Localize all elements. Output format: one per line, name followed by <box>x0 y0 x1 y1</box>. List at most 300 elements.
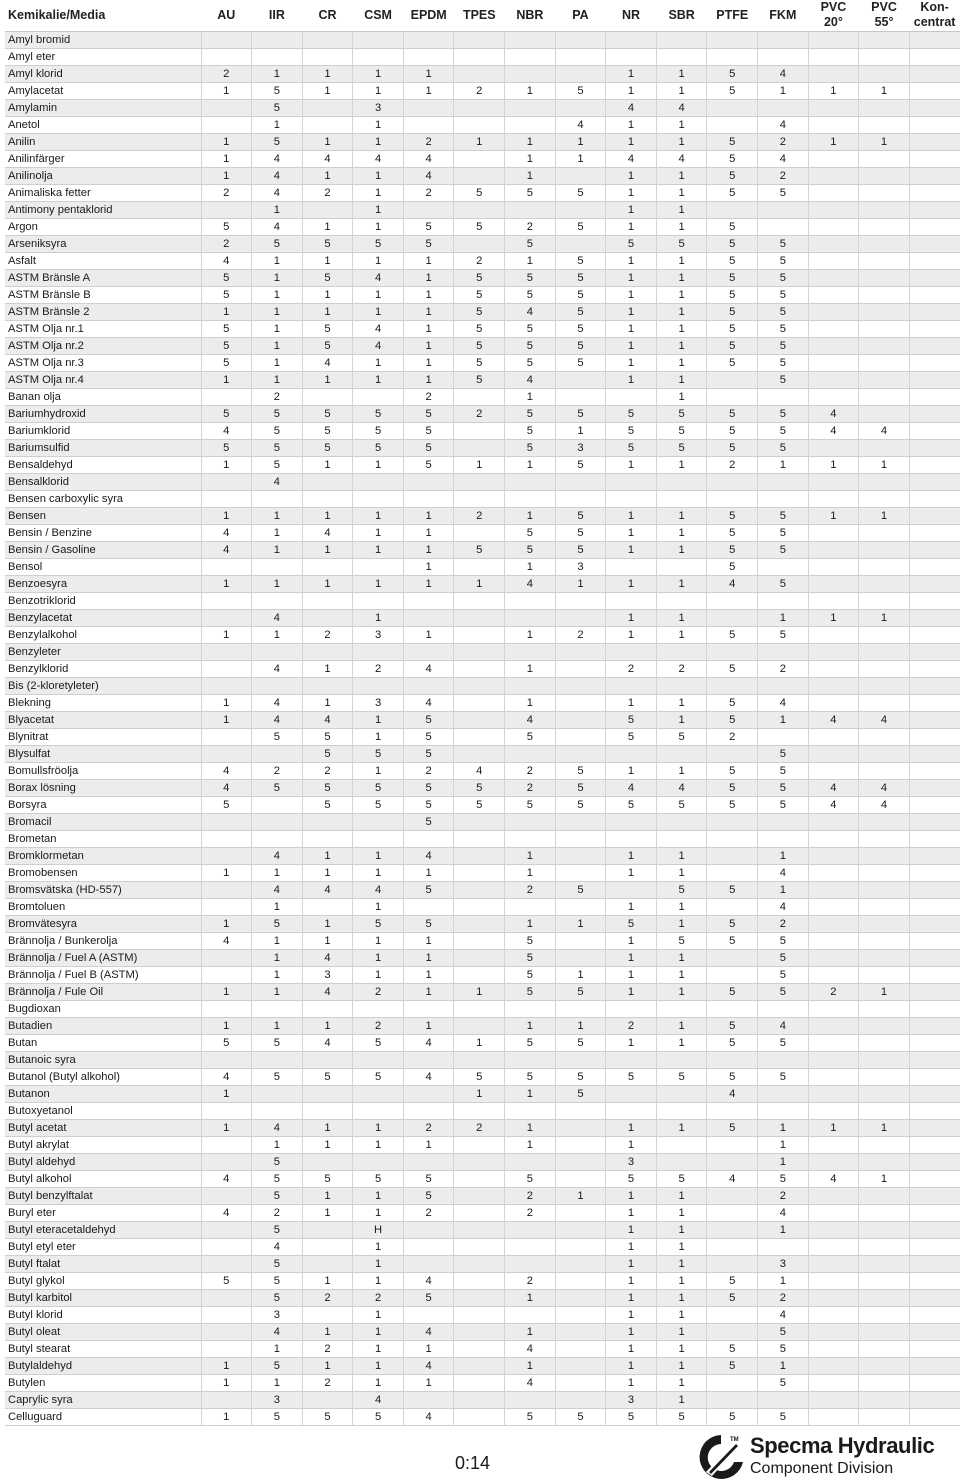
rating-cell <box>808 575 859 592</box>
table-row <box>5 184 960 201</box>
table-row <box>5 949 960 966</box>
rating-cell: 4 <box>403 847 454 864</box>
rating-cell: 5 <box>252 422 303 439</box>
rating-cell <box>201 388 252 405</box>
rating-cell <box>859 558 910 575</box>
rating-cell <box>454 677 505 694</box>
rating-cell <box>909 677 960 694</box>
chemical-name: Butyl aldehyd <box>5 1153 201 1170</box>
chemical-name: ASTM Olja nr.3 <box>5 354 201 371</box>
rating-cell: 1 <box>859 82 910 99</box>
chemical-name: Butoxyetanol <box>5 1102 201 1119</box>
rating-cell <box>808 1289 859 1306</box>
rating-cell <box>454 915 505 932</box>
rating-cell <box>403 1306 454 1323</box>
rating-cell <box>656 677 707 694</box>
rating-cell <box>505 898 556 915</box>
rating-cell <box>707 388 758 405</box>
rating-cell <box>808 320 859 337</box>
rating-cell <box>808 1408 859 1425</box>
rating-cell: 1 <box>606 320 657 337</box>
rating-cell <box>454 490 505 507</box>
rating-cell: 1 <box>505 456 556 473</box>
chemical-name: Butan <box>5 1034 201 1051</box>
rating-cell: 1 <box>302 694 353 711</box>
rating-cell <box>403 31 454 48</box>
rating-cell <box>909 82 960 99</box>
chemical-name: Blynitrat <box>5 728 201 745</box>
rating-cell <box>808 1034 859 1051</box>
table-row <box>5 1119 960 1136</box>
rating-cell <box>302 813 353 830</box>
rating-cell <box>808 1136 859 1153</box>
rating-cell: 4 <box>403 150 454 167</box>
rating-cell <box>353 1102 404 1119</box>
rating-cell <box>859 1000 910 1017</box>
chemical-name: Brännolja / Fule Oil <box>5 983 201 1000</box>
column-header: CR <box>302 0 353 31</box>
rating-cell: 5 <box>505 966 556 983</box>
rating-cell <box>909 320 960 337</box>
rating-cell <box>353 48 404 65</box>
rating-cell <box>454 1204 505 1221</box>
rating-cell: 1 <box>656 524 707 541</box>
chemical-name: Butyl acetat <box>5 1119 201 1136</box>
chemical-name: Bromobensen <box>5 864 201 881</box>
rating-cell: 1 <box>606 184 657 201</box>
rating-cell: 2 <box>403 1204 454 1221</box>
rating-cell: 5 <box>758 1374 809 1391</box>
rating-cell <box>302 1153 353 1170</box>
chemical-name: Brännolja / Fuel B (ASTM) <box>5 966 201 983</box>
rating-cell <box>505 31 556 48</box>
rating-cell: 1 <box>403 1017 454 1034</box>
rating-cell: 5 <box>505 796 556 813</box>
rating-cell: 2 <box>707 728 758 745</box>
rating-cell <box>302 99 353 116</box>
rating-cell <box>454 660 505 677</box>
rating-cell <box>656 1136 707 1153</box>
chemical-name: Celluguard <box>5 1408 201 1425</box>
table-row <box>5 99 960 116</box>
rating-cell <box>707 609 758 626</box>
rating-cell: 1 <box>758 711 809 728</box>
rating-cell: 1 <box>252 337 303 354</box>
table-row <box>5 592 960 609</box>
rating-cell <box>859 1357 910 1374</box>
rating-cell <box>909 405 960 422</box>
rating-cell: 1 <box>606 82 657 99</box>
table-row <box>5 354 960 371</box>
specma-logo <box>694 1432 952 1480</box>
table-row <box>5 1085 960 1102</box>
rating-cell: 5 <box>454 218 505 235</box>
rating-cell <box>454 626 505 643</box>
rating-cell: 1 <box>353 1306 404 1323</box>
rating-cell <box>454 813 505 830</box>
rating-cell: 5 <box>403 881 454 898</box>
rating-cell <box>808 915 859 932</box>
rating-cell <box>859 1204 910 1221</box>
rating-cell <box>909 286 960 303</box>
rating-cell <box>758 830 809 847</box>
rating-cell: 1 <box>505 252 556 269</box>
rating-cell <box>909 864 960 881</box>
rating-cell: 5 <box>656 1408 707 1425</box>
rating-cell <box>302 1391 353 1408</box>
rating-cell: 1 <box>252 201 303 218</box>
rating-cell <box>353 813 404 830</box>
rating-cell: 1 <box>606 524 657 541</box>
chemical-name: Butyl alkohol <box>5 1170 201 1187</box>
rating-cell: 5 <box>707 1289 758 1306</box>
rating-cell <box>555 1306 606 1323</box>
table-row <box>5 31 960 48</box>
rating-cell <box>505 1221 556 1238</box>
rating-cell: 5 <box>707 1034 758 1051</box>
rating-cell <box>758 473 809 490</box>
rating-cell <box>454 592 505 609</box>
rating-cell: 1 <box>403 949 454 966</box>
rating-cell <box>909 694 960 711</box>
rating-cell <box>808 116 859 133</box>
rating-cell <box>454 745 505 762</box>
rating-cell: 5 <box>758 269 809 286</box>
rating-cell: 5 <box>505 1068 556 1085</box>
rating-cell <box>909 830 960 847</box>
rating-cell <box>454 932 505 949</box>
rating-cell: 1 <box>505 82 556 99</box>
rating-cell <box>555 660 606 677</box>
rating-cell <box>909 915 960 932</box>
rating-cell: 2 <box>302 1340 353 1357</box>
rating-cell <box>201 1323 252 1340</box>
rating-cell: 1 <box>656 371 707 388</box>
rating-cell: 1 <box>555 1017 606 1034</box>
rating-cell: 1 <box>505 133 556 150</box>
rating-cell: 1 <box>353 575 404 592</box>
rating-cell <box>808 1153 859 1170</box>
table-row <box>5 541 960 558</box>
rating-cell: 1 <box>201 711 252 728</box>
rating-cell: 1 <box>656 1323 707 1340</box>
rating-cell <box>909 1357 960 1374</box>
rating-cell <box>201 966 252 983</box>
rating-cell <box>808 1238 859 1255</box>
table-row <box>5 1034 960 1051</box>
rating-cell <box>808 558 859 575</box>
rating-cell <box>403 643 454 660</box>
rating-cell <box>859 1289 910 1306</box>
table-row <box>5 507 960 524</box>
table-row <box>5 983 960 1000</box>
rating-cell <box>201 660 252 677</box>
rating-cell <box>403 1153 454 1170</box>
rating-cell <box>859 65 910 82</box>
rating-cell: 5 <box>758 796 809 813</box>
rating-cell: 1 <box>606 1340 657 1357</box>
rating-cell: 1 <box>505 1289 556 1306</box>
rating-cell: 2 <box>201 65 252 82</box>
rating-cell: 1 <box>403 983 454 1000</box>
table-row <box>5 133 960 150</box>
rating-cell <box>808 1051 859 1068</box>
rating-cell: 4 <box>302 881 353 898</box>
rating-cell <box>808 490 859 507</box>
rating-cell: 5 <box>353 235 404 252</box>
rating-cell <box>707 864 758 881</box>
rating-cell: 5 <box>403 422 454 439</box>
rating-cell: 1 <box>555 133 606 150</box>
rating-cell <box>909 847 960 864</box>
rating-cell: 5 <box>758 524 809 541</box>
rating-cell: 1 <box>505 864 556 881</box>
rating-cell <box>454 524 505 541</box>
rating-cell: 1 <box>353 1136 404 1153</box>
rating-cell: 1 <box>656 1340 707 1357</box>
chemical-name: Butyl akrylat <box>5 1136 201 1153</box>
rating-cell: 2 <box>606 1017 657 1034</box>
rating-cell <box>555 949 606 966</box>
rating-cell: 4 <box>252 609 303 626</box>
rating-cell <box>808 1068 859 1085</box>
rating-cell <box>454 1017 505 1034</box>
rating-cell <box>454 167 505 184</box>
table-row <box>5 1000 960 1017</box>
table-row <box>5 643 960 660</box>
rating-cell: 1 <box>302 371 353 388</box>
rating-cell: 5 <box>403 405 454 422</box>
rating-cell: 5 <box>252 1357 303 1374</box>
rating-cell: 5 <box>252 728 303 745</box>
rating-cell: 1 <box>656 1034 707 1051</box>
table-row <box>5 932 960 949</box>
rating-cell: 5 <box>707 1357 758 1374</box>
column-header-line: PVC <box>871 0 897 15</box>
rating-cell: 1 <box>656 269 707 286</box>
rating-cell: 5 <box>758 1034 809 1051</box>
rating-cell <box>454 1289 505 1306</box>
rating-cell: 5 <box>555 1034 606 1051</box>
rating-cell <box>201 728 252 745</box>
rating-cell <box>505 473 556 490</box>
chemical-name: Amyl klorid <box>5 65 201 82</box>
rating-cell <box>808 1357 859 1374</box>
rating-cell <box>454 1408 505 1425</box>
rating-cell <box>403 1238 454 1255</box>
table-row <box>5 711 960 728</box>
rating-cell <box>909 1221 960 1238</box>
rating-cell: 5 <box>403 456 454 473</box>
rating-cell <box>606 48 657 65</box>
rating-cell: 1 <box>353 1340 404 1357</box>
rating-cell: 5 <box>555 303 606 320</box>
rating-cell <box>758 813 809 830</box>
rating-cell: 1 <box>403 303 454 320</box>
rating-cell: 4 <box>656 779 707 796</box>
rating-cell: 1 <box>302 286 353 303</box>
rating-cell <box>707 1051 758 1068</box>
rating-cell <box>252 677 303 694</box>
chemical-name: Benzylklorid <box>5 660 201 677</box>
rating-cell <box>859 932 910 949</box>
rating-cell: 1 <box>606 1119 657 1136</box>
rating-cell <box>909 558 960 575</box>
rating-cell: 1 <box>555 575 606 592</box>
rating-cell: 5 <box>505 320 556 337</box>
rating-cell <box>454 1238 505 1255</box>
rating-cell: 5 <box>707 1119 758 1136</box>
rating-cell: 5 <box>555 983 606 1000</box>
rating-cell: 5 <box>555 320 606 337</box>
rating-cell: 5 <box>252 439 303 456</box>
rating-cell: 1 <box>555 1187 606 1204</box>
column-header: NBR <box>505 0 556 31</box>
rating-cell <box>909 1187 960 1204</box>
rating-cell <box>808 1306 859 1323</box>
rating-cell <box>454 1187 505 1204</box>
rating-cell: 1 <box>656 609 707 626</box>
rating-cell <box>302 31 353 48</box>
rating-cell: 3 <box>302 966 353 983</box>
rating-cell: 1 <box>555 915 606 932</box>
rating-cell: 1 <box>403 320 454 337</box>
rating-cell: 5 <box>758 286 809 303</box>
rating-cell: 5 <box>758 626 809 643</box>
table-row <box>5 813 960 830</box>
rating-cell: 1 <box>606 898 657 915</box>
rating-cell <box>758 677 809 694</box>
rating-cell <box>758 388 809 405</box>
rating-cell <box>555 31 606 48</box>
rating-cell <box>656 558 707 575</box>
rating-cell <box>707 898 758 915</box>
chemical-name: ASTM Bränsle B <box>5 286 201 303</box>
rating-cell <box>302 677 353 694</box>
rating-cell: 3 <box>606 1391 657 1408</box>
rating-cell: 5 <box>252 915 303 932</box>
rating-cell: 5 <box>403 1170 454 1187</box>
chemical-column-header: Kemikalie/Media <box>5 0 201 31</box>
rating-cell <box>909 422 960 439</box>
rating-cell <box>758 1051 809 1068</box>
rating-cell <box>859 1136 910 1153</box>
rating-cell: 5 <box>505 1408 556 1425</box>
rating-cell <box>808 286 859 303</box>
chemical-name: Anilinolja <box>5 167 201 184</box>
rating-cell <box>302 898 353 915</box>
rating-cell: 1 <box>403 337 454 354</box>
rating-cell: 4 <box>201 422 252 439</box>
rating-cell: 1 <box>353 133 404 150</box>
rating-cell <box>201 1051 252 1068</box>
table-row <box>5 728 960 745</box>
rating-cell: 1 <box>606 1221 657 1238</box>
rating-cell: 1 <box>201 1374 252 1391</box>
chemical-name: ASTM Olja nr.1 <box>5 320 201 337</box>
rating-cell <box>909 966 960 983</box>
rating-cell <box>606 830 657 847</box>
rating-cell: 1 <box>302 133 353 150</box>
rating-cell: 1 <box>353 847 404 864</box>
rating-cell: 1 <box>656 133 707 150</box>
rating-cell: 3 <box>758 1255 809 1272</box>
rating-cell: 5 <box>555 541 606 558</box>
rating-cell <box>707 490 758 507</box>
table-row <box>5 1323 960 1340</box>
chemical-name: Butyl karbitol <box>5 1289 201 1306</box>
rating-cell: 1 <box>656 1204 707 1221</box>
chemical-name: Bariumhydroxid <box>5 405 201 422</box>
table-row <box>5 1153 960 1170</box>
rating-cell <box>505 1102 556 1119</box>
rating-cell <box>859 592 910 609</box>
rating-cell: 1 <box>201 915 252 932</box>
chemical-name: Butanon <box>5 1085 201 1102</box>
rating-cell: 1 <box>606 456 657 473</box>
rating-cell: 1 <box>403 371 454 388</box>
rating-cell: 1 <box>606 1238 657 1255</box>
rating-cell: 5 <box>758 405 809 422</box>
rating-cell <box>353 31 404 48</box>
rating-cell <box>909 354 960 371</box>
rating-cell <box>353 1085 404 1102</box>
rating-cell: 1 <box>656 1238 707 1255</box>
rating-cell <box>909 48 960 65</box>
rating-cell <box>909 1068 960 1085</box>
rating-cell <box>859 575 910 592</box>
rating-cell: 5 <box>758 303 809 320</box>
rating-cell: 1 <box>808 609 859 626</box>
table-row <box>5 150 960 167</box>
chemical-name: Benzotriklorid <box>5 592 201 609</box>
table-row <box>5 847 960 864</box>
rating-cell: 2 <box>403 762 454 779</box>
rating-cell <box>505 1153 556 1170</box>
rating-cell: 5 <box>707 1068 758 1085</box>
table-row <box>5 439 960 456</box>
column-header: AU <box>201 0 252 31</box>
rating-cell: 5 <box>707 660 758 677</box>
rating-cell: 1 <box>302 1136 353 1153</box>
rating-cell: 1 <box>201 1357 252 1374</box>
rating-cell <box>555 1051 606 1068</box>
chemical-name: Butyl klorid <box>5 1306 201 1323</box>
rating-cell <box>454 847 505 864</box>
rating-cell: 5 <box>201 320 252 337</box>
rating-cell <box>808 745 859 762</box>
table-row <box>5 1340 960 1357</box>
rating-cell <box>707 1374 758 1391</box>
rating-cell: 1 <box>606 626 657 643</box>
rating-cell <box>909 201 960 218</box>
chemical-name: Butadien <box>5 1017 201 1034</box>
rating-cell: 1 <box>302 575 353 592</box>
rating-cell: 1 <box>353 898 404 915</box>
rating-cell <box>808 1204 859 1221</box>
table-row <box>5 1221 960 1238</box>
rating-cell: 5 <box>555 354 606 371</box>
rating-cell <box>909 252 960 269</box>
rating-cell: 4 <box>555 116 606 133</box>
rating-cell: 5 <box>656 796 707 813</box>
rating-cell <box>859 1391 910 1408</box>
rating-cell <box>707 643 758 660</box>
rating-cell: 1 <box>606 864 657 881</box>
table-row <box>5 1204 960 1221</box>
chemical-name: Bensin / Gasoline <box>5 541 201 558</box>
rating-cell: 1 <box>656 847 707 864</box>
